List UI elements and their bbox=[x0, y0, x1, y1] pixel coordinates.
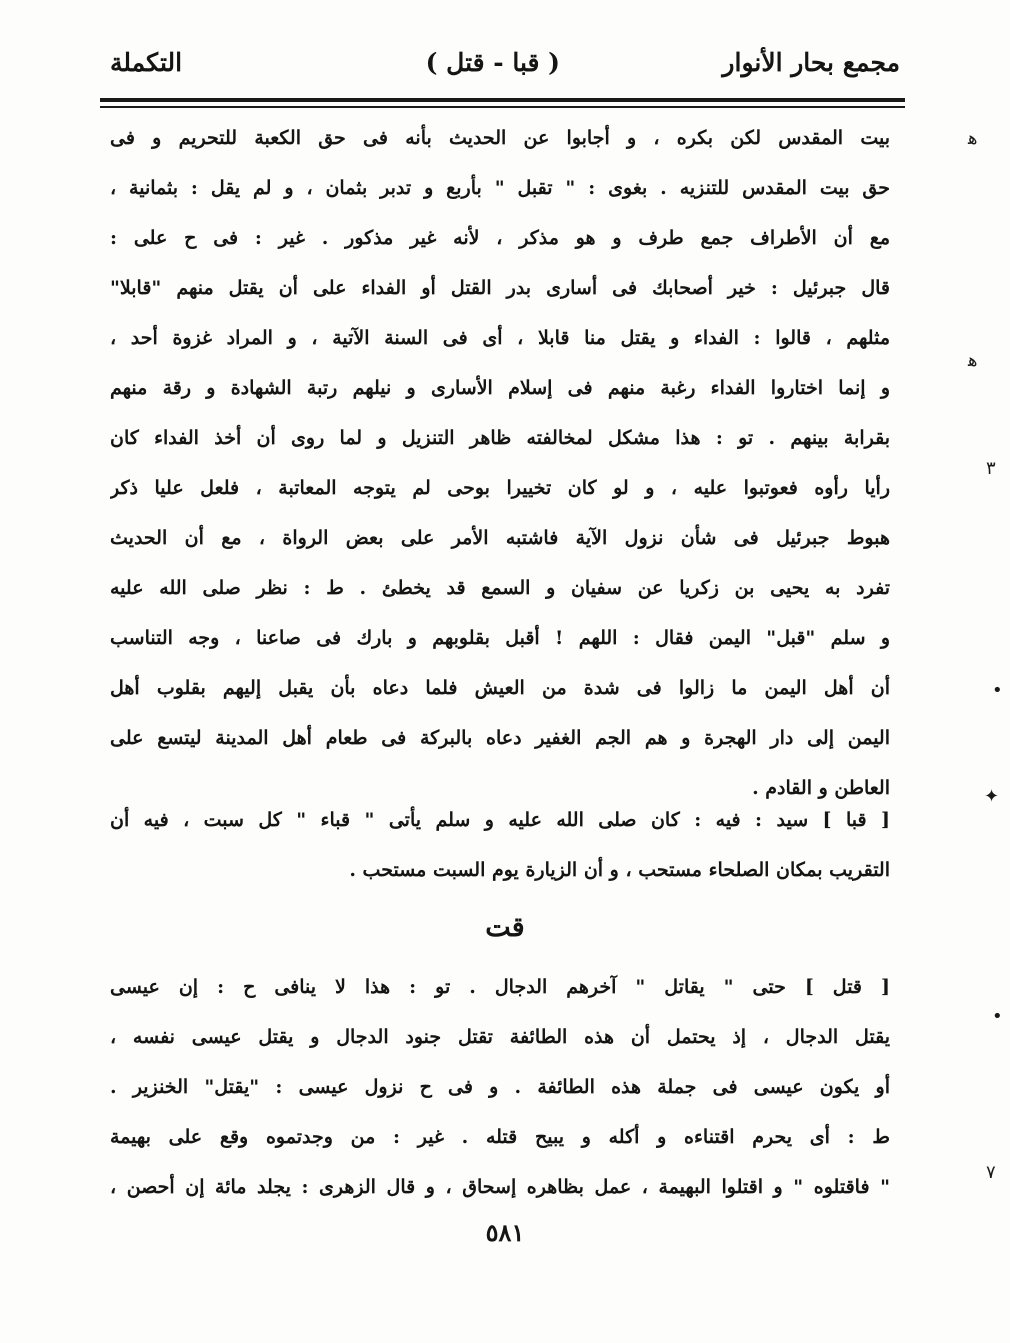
header-rule-thin bbox=[100, 106, 905, 108]
text-line: تفرد به يحيى بن زكريا عن سفيان و السمع قد يخطئ . ط : نظر صلى الله عليه bbox=[110, 577, 890, 599]
text-line: و إنما اختاروا الفداء رغبة منهم فى إسلام الأسارى و نيلهم رتبة الشهادة و رقة منهم bbox=[110, 377, 890, 399]
paragraph-block-3 bbox=[110, 962, 890, 1212]
margin-mark: ﻫ bbox=[968, 350, 978, 371]
text-line: مثلهم ، قالوا : الفداء و يقتل منا قابلا ، أى فى السنة الآتية ، و المراد غزوة أحد ، bbox=[110, 327, 890, 349]
margin-mark: ٧ bbox=[986, 1162, 996, 1183]
text-line: رأيا رأوه فعوتبوا عليه ، و لو كان تخييرا بوحى لم يتوجه المعاتبة ، فلعل عليا ذكر bbox=[110, 477, 890, 499]
margin-mark: ﻫ bbox=[968, 128, 978, 149]
text-line: [ قبا ] سيد : فيه : كان صلى الله عليه و سلم يأتى " قباء " كل سبت ، فيه أن bbox=[110, 809, 890, 831]
text-line: العاطن و القادم . bbox=[752, 777, 890, 799]
text-line: بقرابة بينهم . تو : هذا مشكل لمخالفته ظاهر التنزيل و لما روى أن أخذ الفداء كان bbox=[110, 427, 890, 449]
margin-mark: ✦ bbox=[984, 786, 1000, 807]
text-line: اليمن إلى دار الهجرة و هم الجم الغفير دعاه بالبركة فى طعام أهل المدينة ليتسع على bbox=[110, 727, 890, 749]
text-line: يقتل الدجال ، إذ يحتمل أن هذه الطائفة تقتل جنود الدجال و يقتل عيسى نفسه ، bbox=[110, 1026, 890, 1048]
text-line: أن أهل اليمن ما زالوا فى شدة من العيش فلما دعاه بأن يقبل إليهم بقلوب أهل bbox=[110, 677, 890, 699]
text-line: [ قتل ] حتى " يقاتل " آخرهم الدجال . تو : هذا لا ينافى ح : إن عيسى bbox=[110, 976, 890, 998]
text-line: بيت المقدس لكن بكره ، و أجابوا عن الحديث بأنه فى حق الكعبة للتحريم و فى bbox=[110, 127, 890, 149]
text-line: مع أن الأطراف جمع طرف و هو مذكر ، لأنه غير مذكور . غير : فى ح على : bbox=[110, 227, 890, 249]
text-line: قال جبرئيل : خير أصحابك فى أسارى بدر القتل أو الفداء على أن يقتل منهم "قابلا" bbox=[110, 277, 890, 299]
running-header bbox=[100, 48, 900, 88]
section-heading: قت bbox=[485, 912, 525, 943]
margin-mark: ٣ bbox=[986, 458, 996, 479]
text-line: " فاقتلوه " و اقتلوا البهيمة ، عمل بظاهره إسحاق ، و قال الزهرى : يجلد مائة إن أحصن ، bbox=[110, 1176, 890, 1198]
text-line: حق بيت المقدس للتنزيه . بغوى : " تقبل " بأربع و تدبر بثمان ، و لم يقل : بثمانية ، bbox=[110, 177, 890, 199]
margin-mark: • bbox=[992, 680, 1003, 701]
section-label: التكملة bbox=[110, 48, 183, 77]
entry-range: ( قبا - قتل ) bbox=[425, 48, 560, 77]
text-line: التقريب بمكان الصلحاء مستحب ، و أن الزيارة يوم السبت مستحب . bbox=[349, 859, 890, 881]
text-line: أو يكون عيسى فى جملة هذه الطائفة . و فى ح نزول عيسى : "يقتل" الخنزير . bbox=[110, 1076, 890, 1098]
text-line: ط : أى يحرم اقتناءه و أكله و يبيح قتله . غير : من وجدتموه وقع على بهيمة bbox=[110, 1126, 890, 1148]
paragraph-block-2 bbox=[110, 795, 890, 895]
page-number: ٥٨١ bbox=[485, 1218, 525, 1247]
header-rule-thick bbox=[100, 98, 905, 102]
text-line: و سلم "قبل" اليمن فقال : اللهم ! أقبل بقلوبهم و بارك فى صاعنا ، وجه التناسب bbox=[110, 627, 890, 649]
margin-mark: • bbox=[992, 1006, 1003, 1027]
text-line: هبوط جبرئيل فى شأن نزول الآية فاشتبه الأمر على بعض الرواة ، مع أن الحديث bbox=[110, 527, 890, 549]
book-title: مجمع بحار الأنوار bbox=[722, 48, 900, 77]
paragraph-block-1 bbox=[110, 113, 890, 813]
